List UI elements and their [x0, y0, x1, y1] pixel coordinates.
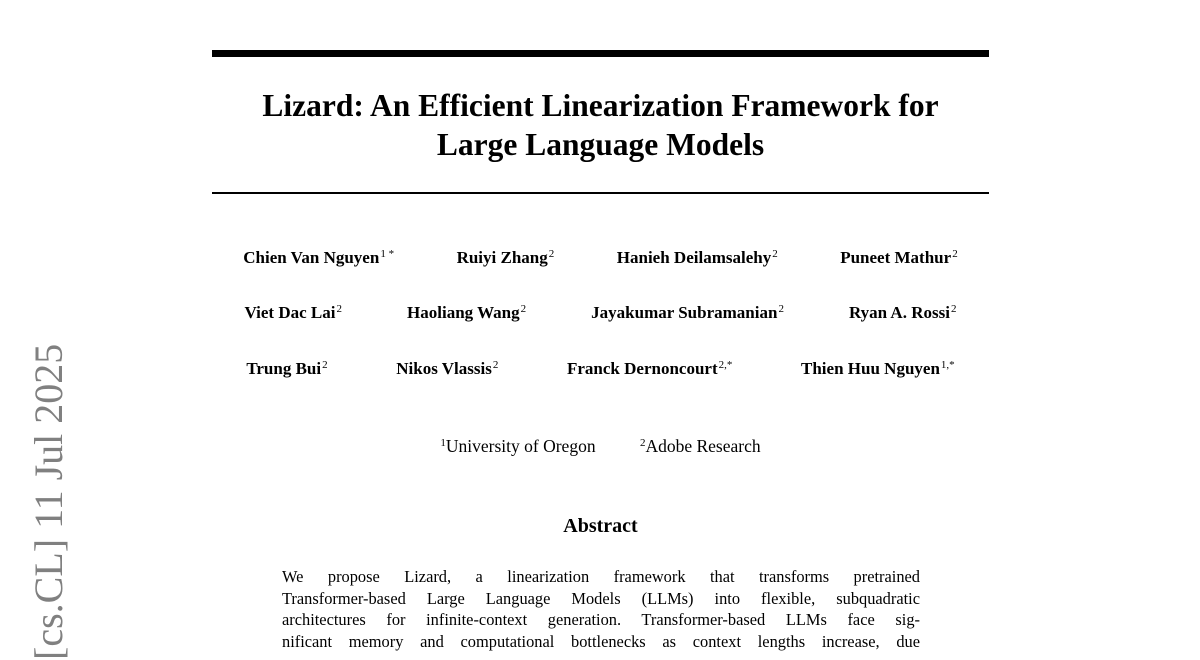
author-mark: 2 [548, 248, 555, 260]
author-mark: 2 [492, 359, 499, 371]
author-mark: 2 [336, 303, 342, 315]
abstract-line: Transformer-based Large Language Models (LLMs) into flexible, subquadratic [282, 588, 920, 608]
author [243, 248, 394, 268]
author [246, 359, 327, 379]
author-row [212, 248, 989, 268]
author-mark: 2,* [718, 359, 733, 371]
author [617, 248, 778, 268]
affiliation-mark: 2 [639, 437, 646, 449]
author-name: Viet Dac Lai [244, 303, 336, 322]
author-mark: 2 [322, 359, 328, 371]
author-mark: 2 [952, 248, 958, 260]
affiliation [640, 436, 761, 457]
author [849, 303, 956, 323]
affiliation-name: Adobe Research [645, 436, 761, 456]
author-name: Thien Huu Nguyen [801, 359, 940, 378]
author-row [212, 303, 989, 323]
author [840, 248, 957, 268]
affiliation [440, 436, 595, 457]
author [567, 359, 732, 379]
author-row [212, 359, 989, 379]
author-mark: 2 [772, 248, 778, 260]
abstract-line: architectures for infinite-context generation. Transformer-based LLMs face sig- [282, 610, 920, 629]
author-mark: 1,* [940, 359, 955, 371]
author-mark: 2 [778, 303, 784, 315]
title-line: Large Language Models [436, 127, 765, 162]
author-mark: 2 [950, 303, 957, 315]
author [591, 303, 784, 323]
author-name: Nikos Vlassis [396, 359, 492, 378]
author-name: Hanieh Deilamsalehy [616, 248, 772, 267]
paper-title [212, 86, 989, 164]
author [407, 303, 526, 323]
affiliations [212, 436, 989, 457]
affiliation-name: University of Oregon [445, 436, 596, 456]
arxiv-stamp: [cs.CL] 11 Jul 2025 [26, 343, 71, 660]
author [801, 359, 955, 379]
author-name: Chien Van Nguyen [243, 248, 380, 267]
author-name: Trung Bui [246, 359, 322, 378]
author [457, 248, 555, 268]
author-name: Haoliang Wang [407, 303, 520, 322]
top-rule [212, 50, 989, 57]
title-rule [212, 192, 989, 194]
abstract-heading: Abstract [563, 515, 638, 537]
abstract-line: We propose Lizard, a linearization framework that transforms pretrained [282, 567, 920, 586]
author-mark: 2 [520, 303, 527, 315]
author-name: Franck Dernoncourt [567, 359, 718, 378]
author-name: Ryan A. Rossi [848, 303, 950, 322]
author-name: Jayakumar Subramanian [591, 303, 778, 322]
author-name: Puneet Mathur [840, 248, 952, 267]
author-mark: 1 * [380, 248, 395, 260]
title-line: Lizard: An Efficient Linearization Framework for [262, 88, 939, 123]
abstract-body [282, 566, 920, 652]
author-name: Ruiyi Zhang [456, 248, 548, 267]
author [396, 359, 498, 379]
abstract-line: nificant memory and computational bottlenecks as context lengths increase, due [282, 631, 920, 651]
author [245, 303, 342, 323]
affiliation-mark: 1 [440, 437, 446, 449]
